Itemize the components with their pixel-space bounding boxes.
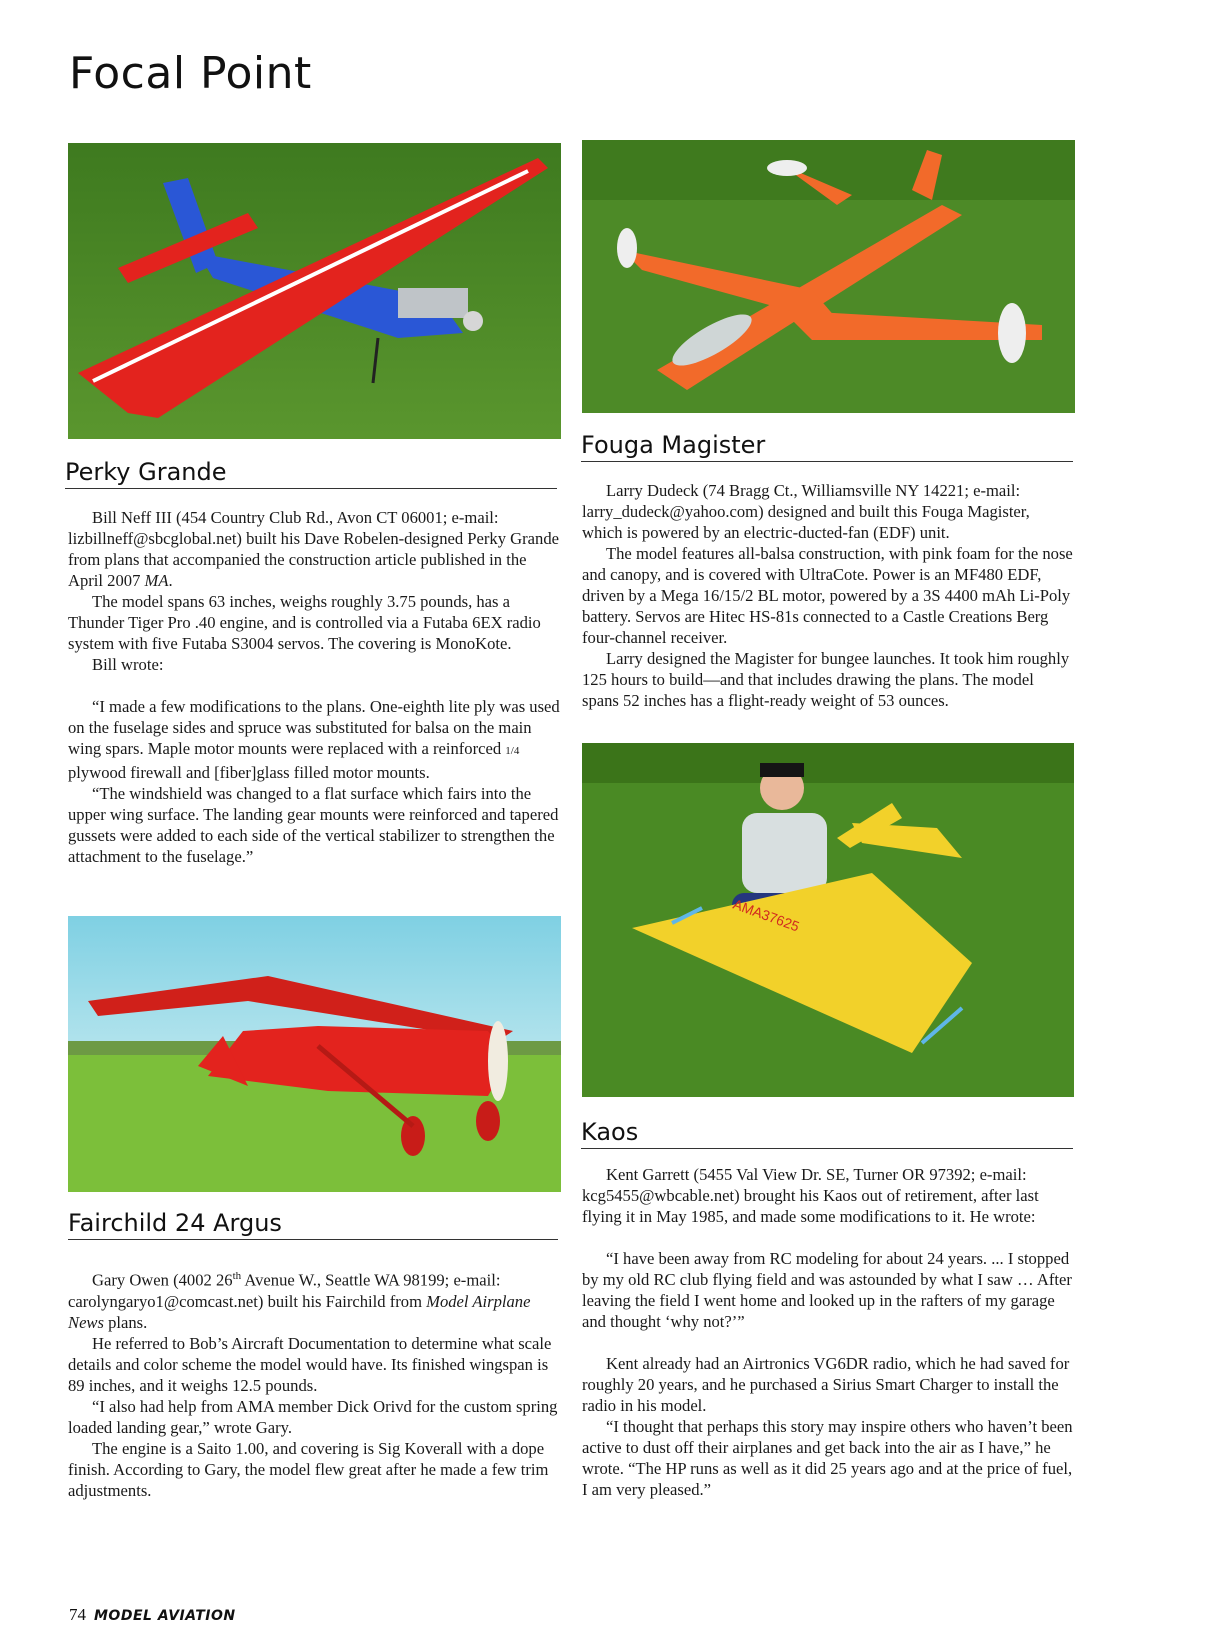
paragraph: He referred to Bob’s Aircraft Documentation to determine what scale details and color scheme the model would have. Its finished wingspan is 89 inches, and it weighs 12.5 pounds. <box>68 1333 552 1395</box>
page-footer <box>69 1605 236 1625</box>
perky-grande-photo <box>68 143 561 439</box>
paragraph: The model spans 63 inches, weighs roughly 3.75 pounds, has a Thunder Tiger Pro .40 engine, and is controlled via a Futaba 6EX radio system with five Futaba S3004 servos. The covering is MonoKote. <box>68 592 541 653</box>
article-fouga-magister <box>582 480 1074 711</box>
quote-paragraph: “I made a few modifications to the plans. One-eighth lite ply was used on the fuselage sides and spruce was substituted for balsa on the main wing spars. Maple motor mounts were replaced with a reinforced 1/4 plywood firewall and [fiber]glass filled motor mounts. <box>68 697 560 782</box>
paragraph: Larry Dudeck (74 Bragg Ct., Williamsville NY 14221; e-mail: larry_dudeck@yahoo.com) designed and built this Fouga Magister, which is powered by an electric-ducted-fan (EDF) unit. <box>582 481 1030 542</box>
section-heading-perky-grande: Perky Grande <box>65 457 557 489</box>
paragraph: Gary Owen (4002 26th Avenue W., Seattle WA 98199; e-mail: carolyngaryo1@comcast.net) built his Fairchild from Model Airplane News plans. <box>68 1270 531 1332</box>
paragraph: The model features all-balsa construction, with pink foam for the nose and canopy, and is covered with UltraCote. Power is an MF480 EDF, driven by a Mega 16/15/2 BL motor, powered by a 3S 4400 mAh Li-Poly battery. Servos are Hitec HS-81s connected to a Castle Creations Berg four-channel receiver. <box>582 544 1073 647</box>
paragraph: “I also had help from AMA member Dick Orivd for the custom spring loaded landing gear,” wrote Gary. <box>68 1396 558 1437</box>
magazine-name: MODEL AVIATION <box>94 1608 236 1624</box>
article-fairchild-24-argus <box>68 1266 560 1501</box>
paragraph: “I thought that perhaps this story may inspire others who haven’t been active to dust off their airplanes and get back into the air as I have,” he wrote. “The HP runs as well as it did 25 years ago and at the price of fuel, I am very pleased.” <box>582 1417 1073 1499</box>
paragraph: The engine is a Saito 1.00, and covering is Sig Koverall with a dope finish. According to Gary, the model flew great after he made a few trim adjustments. <box>68 1438 549 1500</box>
fouga-magister-photo <box>582 140 1075 413</box>
section-heading-fouga-magister: Fouga Magister <box>581 430 1073 462</box>
paragraph: Bill wrote: <box>92 655 164 674</box>
fairchild-argus-photo <box>68 916 561 1192</box>
section-heading-kaos: Kaos <box>581 1117 1073 1149</box>
page-number: 74 <box>69 1605 86 1624</box>
aircraft-registration: AMA37625 <box>730 895 802 935</box>
paragraph: Bill Neff III (454 Country Club Rd., Avon CT 06001; e-mail: lizbillneff@sbcglobal.net) built his Dave Robelen-designed Perky Grande from plans that accompanied the construction article published in the April 2007 MA. <box>68 508 559 590</box>
quote-paragraph: “I have been away from RC modeling for about 24 years. ... I stopped by my old RC club flying field and was astounded by what I saw … After leaving the field I went home and looked up in the rafters of my garage and thought ‘why not?’” <box>582 1249 1072 1331</box>
article-kaos <box>582 1164 1076 1500</box>
paragraph: Kent Garrett (5455 Val View Dr. SE, Turner OR 97392; e-mail: kcg5455@wbcable.net) brought his Kaos out of retirement, after last flying it in May 1985, and made some modifications to it. He wrote: <box>582 1165 1039 1226</box>
paragraph: Larry designed the Magister for bungee launches. It took him roughly 125 hours to build—and that includes drawing the plans. The model spans 52 inches has a flight-ready weight of 53 ounces. <box>582 649 1070 710</box>
kaos-photo <box>582 743 1074 1097</box>
section-heading-fairchild-24-argus: Fairchild 24 Argus <box>68 1208 558 1240</box>
page-title: Focal Point <box>69 48 312 99</box>
quote-paragraph: “The windshield was changed to a flat surface which fairs into the upper wing surface. The landing gear mounts were reinforced and tapered gussets were added to each side of the vertical stabilizer to strengthen the attachment to the fuselage.” <box>68 784 559 866</box>
article-perky-grande <box>68 507 560 867</box>
paragraph: Kent already had an Airtronics VG6DR radio, which he had saved for roughly 20 years, and he purchased a Sirius Smart Charger to install the radio in his model. <box>582 1354 1070 1415</box>
